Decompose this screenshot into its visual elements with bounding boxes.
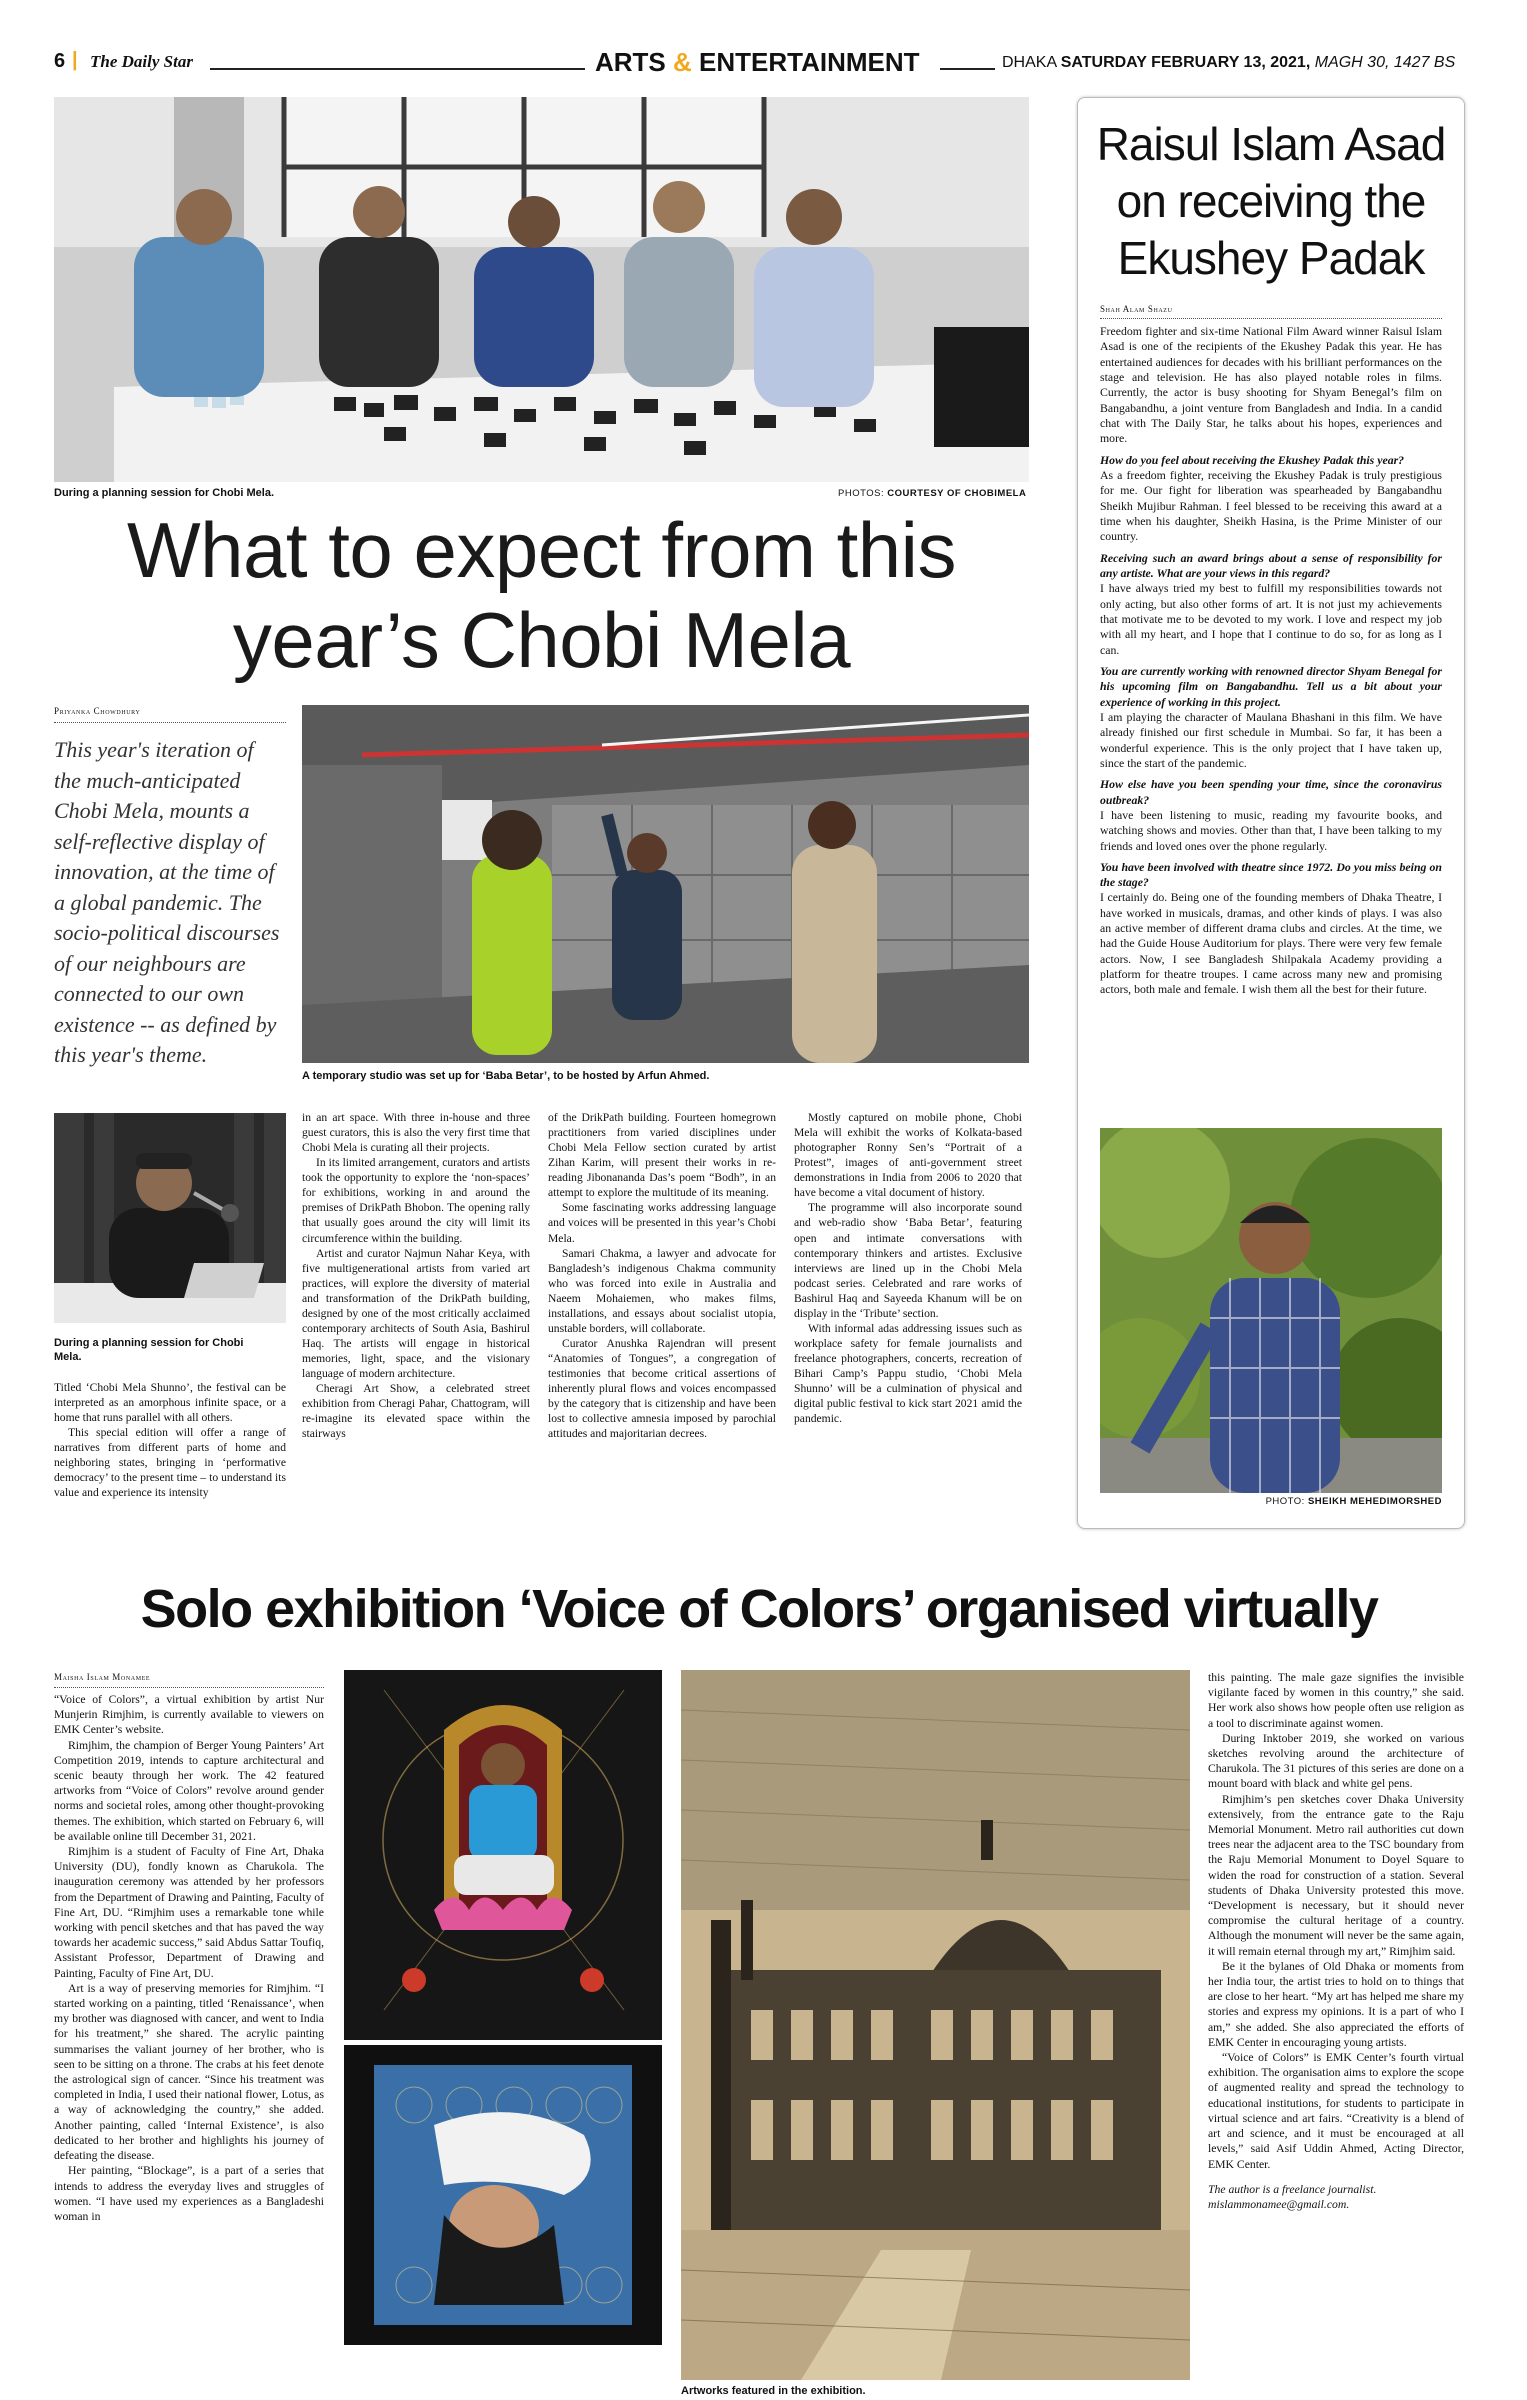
author-email: mislammonamee@gmail.com. (1208, 2197, 1350, 2211)
asad-credit-label: PHOTO: (1265, 1496, 1305, 1507)
artwork-caption: Artworks featured in the exhibition. (681, 2385, 866, 2397)
voice-col1-para: “Voice of Colors”, a virtual exhibition by artist Nur Munjerin Rimjhim, is currently available to viewers on EMK Center’s website. (54, 1693, 324, 1737)
artwork-blockage (344, 2045, 662, 2345)
podcast-photo-caption: During a planning session for Chobi Mela. (54, 1337, 244, 1364)
page-header (0, 0, 1527, 80)
chobi-col3-para: of the DrikPath building. Fourteen homegrown practitioners from varied disciplines under Chobi Mela Fellow section curated by artist Zihan Karim, will present their works in re-reading Jibonananda Das’s poem “Bodh”, in an attempt to explore the multitude of its meaning. (548, 1111, 776, 1200)
planning-session-photo (54, 97, 1029, 482)
asad-photo-credit (1266, 1496, 1442, 1507)
artwork-renaissance (344, 1670, 662, 2040)
asad-body (1100, 324, 1442, 998)
chobi-col2-para: in an art space. With three in-house and three guest curators, this is also the very first time that Chobi Mela is curating all their projects. (302, 1111, 530, 1155)
asad-byline: Shah Alam Shazu (1100, 304, 1173, 314)
chobi-col1-para: This special edition will offer a range of narratives from different parts of home and neighboring states, bringing in ‘performative democracy’ to the present time – to understand its value and experience its intensity (54, 1426, 286, 1500)
dateline-bangla-date: MAGH 30, 1427 BS (1314, 54, 1456, 71)
page-number: 6 (54, 50, 66, 72)
header-rule-left (210, 68, 585, 70)
asad-question: How else have you been spending your time, since the coronavirus outbreak? (1100, 777, 1442, 807)
asad-answer: I have always tried my best to fulfill my responsibilities towards not only acting, but also other forms of art. It is not just my achievements that motivate me to be devoted to my work. I love and respect my job with all my heart, and I hope that I continue to do so, for as long as I can. (1100, 581, 1442, 657)
chobi-column-2 (302, 1110, 530, 1441)
asad-answer: I have been listening to music, reading my favourite books, and watching shows and movies. Other than that, I have been talking to my friends and loved ones over the phone regularly. (1100, 807, 1442, 853)
chobi-col3-para: Samari Chakma, a lawyer and advocate for Bangladesh’s indigenous Chakma community who was forced into exile in Australia and Naeem Mohaiemen, who makes films, installations, and essays about socialist utopia, unstable borders, will collaborate. (548, 1246, 776, 1335)
chobi-column-3 (548, 1110, 776, 1441)
asad-headline-line1: Raisul Islam Asad (1096, 118, 1446, 170)
chobi-column-4 (794, 1110, 1022, 1426)
header-rule-right (940, 68, 995, 70)
asad-answer: As a freedom fighter, receiving the Ekushey Padak is truly prestigious for me. Our fight for liberation was spearheaded by Bangabandhu Sheikh Mujibur Rahman. I feel blessed to be receiving this award at a time when his daughter, Sheikh Hasina, is the Prime Minister of our country. (1100, 467, 1442, 544)
voice-column-1 (54, 1692, 324, 2224)
voice-col1-para: Rimjhim is a student of Faculty of Fine Art, Dhaka University (DU), fondly known as Charukola. The inauguration ceremony was attended by her professors from the Department of Drawing and Painting, Faculty of Fine Art, DU. “Rimjhim uses a remarkable tone while working with pencil sketches and that has paved the way towards her academic success,” said Abdus Sattar Toufiq, Assistant Professor, Department of Drawing and Painting, Faculty of Fine Art, DU. (54, 1845, 324, 1980)
chobi-headline-line1: What to expect from this (127, 506, 956, 594)
podcast-photo (54, 1113, 286, 1323)
voice-right-para: Rimjhim’s pen sketches cover Dhaka University extensively, from the entrance gate to the Raju Memorial Monument. Metro rail authorities cut down trees near the adjacent area to the TSC boundary from the Raju Memorial Monument to Doyel Square to widen the road for construction of a station. Several students of Dhaka University protested this move. “Development is necessary, but it should never compromise the cultural heritage of a country. Although the monument will never be the same again, it will remain eternal through my art,” Rimjhim said. (1208, 1792, 1464, 1958)
asad-question: You have been involved with theatre since 1972. Do you miss being on the stage? (1100, 859, 1442, 890)
photo-credit-label: PHOTOS: (838, 488, 885, 499)
voice-col1-para: Rimjhim, the champion of Berger Young Painters’ Art Competition 2019, intends to capture architectural and scenic beauty through her work. The 42 featured artworks from “Voice of Colors” revolve around gender norms and societal roles, among other thought-provoking themes. The exhibition, which started on February 6, will be available online till December 31, 2021. (54, 1738, 324, 1843)
author-note: The author is a freelance journalist. (1208, 2182, 1377, 2196)
asad-byline-rule (1100, 318, 1442, 319)
asad-headline-line3: Ekushey Padak (1117, 232, 1425, 284)
chobi-col2-para: Cheragi Art Show, a celebrated street exhibition from Cheragi Pahar, Chattogram, will re-imagine its elevated space within the stairways (302, 1382, 530, 1441)
section-arts: ARTS (595, 47, 666, 77)
photo-credit (838, 488, 1026, 499)
asad-portrait-photo (1100, 1128, 1442, 1493)
chobi-col4-para: With informal adas addressing issues such as workplace safety for female journalists and freelance photographers, concerts, recreation of Bihari Camp’s Pappu studio, ‘Chobi Mela Shunno’ will be a culmination of physical and digital public festival to kick start 2021 amid the pandemic. (794, 1321, 1022, 1426)
voice-col1-para: Her painting, “Blockage”, is a part of a series that intends to address the everyday lives and struggles of women. “I have used my experiences as a Bangladeshi woman in (54, 2164, 324, 2223)
chobi-col4-para: Mostly captured on mobile phone, Chobi Mela will exhibit the works of Kolkata-based photographer Ronny Sen’s “Portrait of a Protest”, images of anti-government street demonstrations in India from 2006 to 2020 that have become a vital document of history. (794, 1111, 1022, 1200)
voice-col1-para: Art is a way of preserving memories for Rimjhim. “I started working on a painting, titled ‘Renaissance’, when my brother was diagnosed with cancer, and went to India for his treatment,” she shared. The acrylic painting summarises the valiant journey of her brother, who is seen to be sitting on a throne. The crabs at his feet denote the astrological sign of cancer. “Since his treatment was completed in India, I used their national flower, Lotus, as a way of acknowledging the country,” she added. Another painting, called ‘Internal Existence’, is also dedicated to her brother and highlights his journey of defeating the disease. (54, 1981, 324, 2163)
asad-answer: I am playing the character of Maulana Bhashani in this film. We have already finished our first schedule in Mumbai. So far, it has been a wonderful experience. This is the only project that I have taken up, since the start of the pandemic. (1100, 709, 1442, 770)
byline-rule (54, 722, 286, 723)
dateline-date: SATURDAY FEBRUARY 13, 2021, (1060, 54, 1311, 71)
asad-headline-line2: on receiving the (1116, 175, 1426, 227)
voice-byline: Maisha Islam Monamee (54, 1672, 151, 1682)
asad-answer: I certainly do. Being one of the founding members of Dhaka Theatre, I have worked in musicals, dramas, and other kinds of plays. I was also an active member of different drama clubs and circles. At the time, we had the Guide House Auditorium for plays. There were very few female actors. Now, I see Bangladesh Shilpakala Academy providing a platform for theatre troupes. I came across many new and promising actors, both male and female. I wish them all the best for their future. (1100, 890, 1442, 997)
chobi-byline: Priyanka Chowdhury (54, 706, 141, 716)
section-entertainment: ENTERTAINMENT (699, 47, 920, 77)
asad-question: How do you feel about receiving the Ekushey Padak this year? (1100, 452, 1405, 467)
asad-credit-name: SHEIKH MEHEDIMORSHED (1307, 1496, 1442, 1507)
chobi-col3-para: Curator Anushka Rajendran will present “Anatomies of Tongues”, a congregation of testimonies that become critical assertions of inherently plural flows and voices encompassed by the category that is citizenship and have been lost to collective amnesia imposed by parochial attitudes and majoritarian decrees. (548, 1336, 776, 1441)
chobi-column-1 (54, 1380, 286, 1501)
voice-column-right (1208, 1670, 1464, 2212)
top-photo-caption: During a planning session for Chobi Mela. (54, 487, 275, 499)
chobi-col1-para: Titled ‘Chobi Mela Shunno’, the festival can be interpreted as an amorphous infinite space, or a home that runs parallel with all others. (54, 1381, 286, 1425)
artwork-charukola-sketch (681, 1670, 1190, 2380)
asad-headline (1078, 116, 1464, 287)
chobi-pullquote: This year's iteration of the much-anticipated Chobi Mela, mounts a self-reflective display of innovation, at the time of a global pandemic. The socio-political discourses of our neighbours are connected to our own existence -- as defined by this year's theme. (54, 737, 280, 1067)
chobi-col2-para: Artist and curator Najmun Nahar Keya, with five multigenerational artists from varied art practices, will explore the diversity of material and transformation of the DrikPath building, designed by one of the most critically acclaimed contemporary architects of South Asia, Bashirul Haq. The artists will engage in historical memories, light, space, and the visionary language of modern architecture. (302, 1246, 530, 1381)
voice-right-para: “Voice of Colors” is EMK Center’s fourth virtual exhibition. The organisation aims to explore the scope of augmented reality and spread the technology to educational institutions, for students to participate in virtual science and art fairs. “Creativity is a blend of art and science, and it must be encouraged at all levels,” said Asif Uddin Ahmed, Acting Director, EMK Center. (1208, 2051, 1464, 2171)
asad-intro: Freedom fighter and six-time National Film Award winner Raisul Islam Asad is one of the recipients of the Ekushey Padak this year. He has entertained audiences for decades with his brilliant performances on the stage and television. He has also played notable roles in films. Currently, the actor is busy shooting for Shyam Benegal’s film on Bangabandhu, a joint venture from Bangladesh and India. In a candid chat with The Daily Star, he talks about his hopes, experiences and more. (1100, 324, 1442, 446)
photo-credit-name: COURTESY OF CHOBIMELA (887, 488, 1027, 499)
voice-headline: Solo exhibition ‘Voice of Colors’ organised virtually (140, 1579, 1378, 1639)
voice-byline-rule (54, 1687, 324, 1688)
chobi-col4-para: The programme will also incorporate sound and web-radio show ‘Baba Betar’, featuring open and intimate conversations with contemporary thinkers and artistes. Exclusive interviews are lined up in the Chobi Mela podcast series. Celebrated and rare works of Bashirul Haq and Sayeeda Khanum will be on display in the ‘Tribute’ section. (794, 1201, 1022, 1320)
asad-interview-box (1077, 97, 1465, 1529)
asad-question: You are currently working with renowned director Shyam Benegal for his upcoming film on Bangabandhu. Tell us a bit about your experience of working in this project. (1100, 663, 1442, 709)
chobi-headline-line2: year’s Chobi Mela (232, 596, 851, 684)
chobi-headline (54, 505, 1029, 685)
dateline (1002, 54, 1455, 72)
paper-logo: The Daily Star (90, 52, 193, 71)
chobi-col3-para: Some fascinating works addressing language and voices will be presented in this year’s Chobi Mela. (548, 1201, 776, 1245)
section-title (595, 47, 920, 78)
dateline-city: DHAKA (1002, 54, 1057, 71)
header-separator: | (72, 49, 78, 71)
studio-photo (302, 705, 1029, 1063)
voice-right-para: During Inktober 2019, she worked on various sketches revolving around the architecture of Charukola. The 31 pictures of this series are done on a mount board with black and white gel pens. (1208, 1731, 1464, 1791)
chobi-col2-para: In its limited arrangement, curators and artists took the opportunity to explore the ‘non-spaces’ for exhibitions, working in and around the premises of DrikPath Bhobon. The opening rally that usually goes around the city will limit its circumference within the building. (302, 1156, 530, 1245)
voice-right-para: Be it the bylanes of Old Dhaka or moments from her India tour, the artist tries to hold on to things that are close to her heart. “My art has helped me share my stories and express my opinions. It is a part of who I am,” she added. She also appreciated the efforts of EMK Center in encouraging young artists. (1208, 1959, 1464, 2049)
voice-right-para: this painting. The male gaze signifies the invisible vigilante faced by women in this country,” she said. Her work also shows how people often use religion as a tool to discriminate against women. (1208, 1671, 1464, 1730)
studio-photo-caption: A temporary studio was set up for ‘Baba Betar’, to be hosted by Arfun Ahmed. (302, 1070, 710, 1082)
section-amp: & (673, 47, 692, 77)
asad-question: Receiving such an award brings about a sense of responsibility for any artiste. What are your views in this regard? (1100, 550, 1442, 580)
